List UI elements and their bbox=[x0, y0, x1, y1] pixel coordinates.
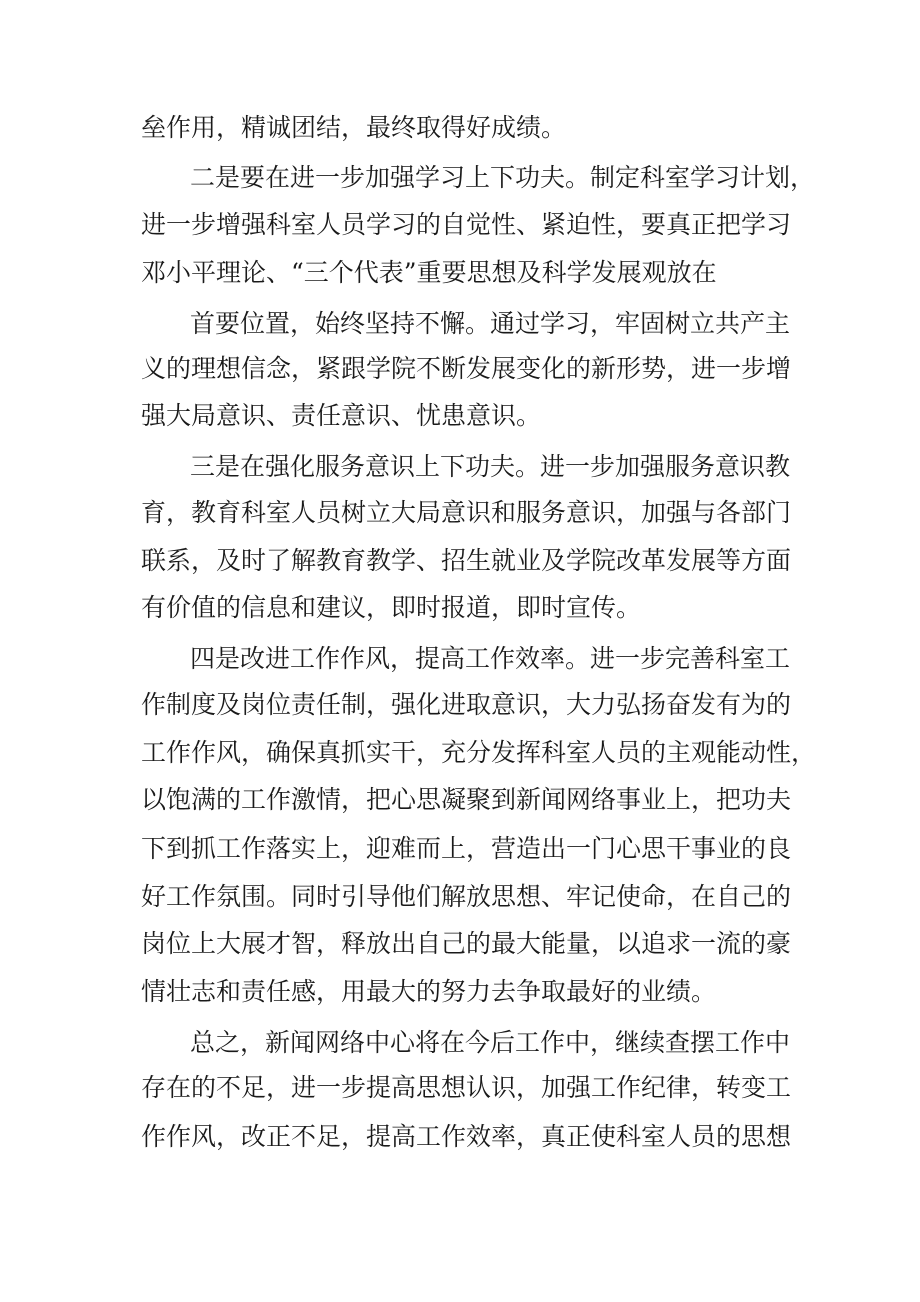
text-line: 存在的不足，进一步提高思想认识，加强工作纪律，转变工 bbox=[141, 1073, 792, 1102]
text-line: 强大局意识、责任意识、忧患意识。 bbox=[141, 401, 542, 430]
text-line: 二是要在进一步加强学习上下功夫。制定科室学习计划， bbox=[190, 163, 816, 192]
text-line: 作制度及岗位责任制，强化进取意识，大力弘扬奋发有为的 bbox=[141, 690, 792, 719]
text-line: 四是改进工作作风，提高工作效率。进一步完善科室工 bbox=[190, 644, 791, 673]
text-line: 育，教育科室人员树立大局意识和服务意识，加强与各部门 bbox=[141, 498, 792, 527]
text-line: 三是在强化服务意识上下功夫。进一步加强服务意识教 bbox=[190, 452, 791, 481]
text-line: 好工作氛围。同时引导他们解放思想、牢记使命，在自己的 bbox=[141, 882, 792, 911]
text-line: 垒作用，精诚团结，最终取得好成绩。 bbox=[141, 113, 567, 142]
text-line: 进一步增强科室人员学习的自觉性、紧迫性，要真正把学习 bbox=[141, 210, 792, 239]
text-line: 邓小平理论、“三个代表”重要思想及科学发展观放在 bbox=[141, 258, 717, 287]
text-line: 总之，新闻网络中心将在今后工作中，继续查摆工作中 bbox=[190, 1028, 791, 1057]
text-line: 以饱满的工作激情，把心思凝聚到新闻网络事业上，把功夫 bbox=[141, 785, 792, 814]
text-line: 岗位上大展才智，释放出自己的最大能量，以追求一流的豪 bbox=[141, 929, 792, 958]
text-line: 工作作风，确保真抓实干，充分发挥科室人员的主观能动性， bbox=[141, 738, 817, 767]
text-line: 首要位置，始终坚持不懈。通过学习，牢固树立共产主 bbox=[190, 309, 791, 338]
text-line: 情壮志和责任感，用最大的努力去争取最好的业绩。 bbox=[141, 977, 717, 1006]
text-line: 义的理想信念，紧跟学院不断发展变化的新形势，进一步增 bbox=[141, 354, 792, 383]
text-line: 联系，及时了解教育教学、招生就业及学院改革发展等方面 bbox=[141, 546, 792, 575]
text-line: 作作风，改正不足，提高工作效率，真正使科室人员的思想 bbox=[141, 1122, 792, 1151]
text-line: 下到抓工作落实上，迎难而上，营造出一门心思干事业的良 bbox=[141, 834, 792, 863]
text-line: 有价值的信息和建议，即时报道，即时宣传。 bbox=[141, 593, 642, 622]
